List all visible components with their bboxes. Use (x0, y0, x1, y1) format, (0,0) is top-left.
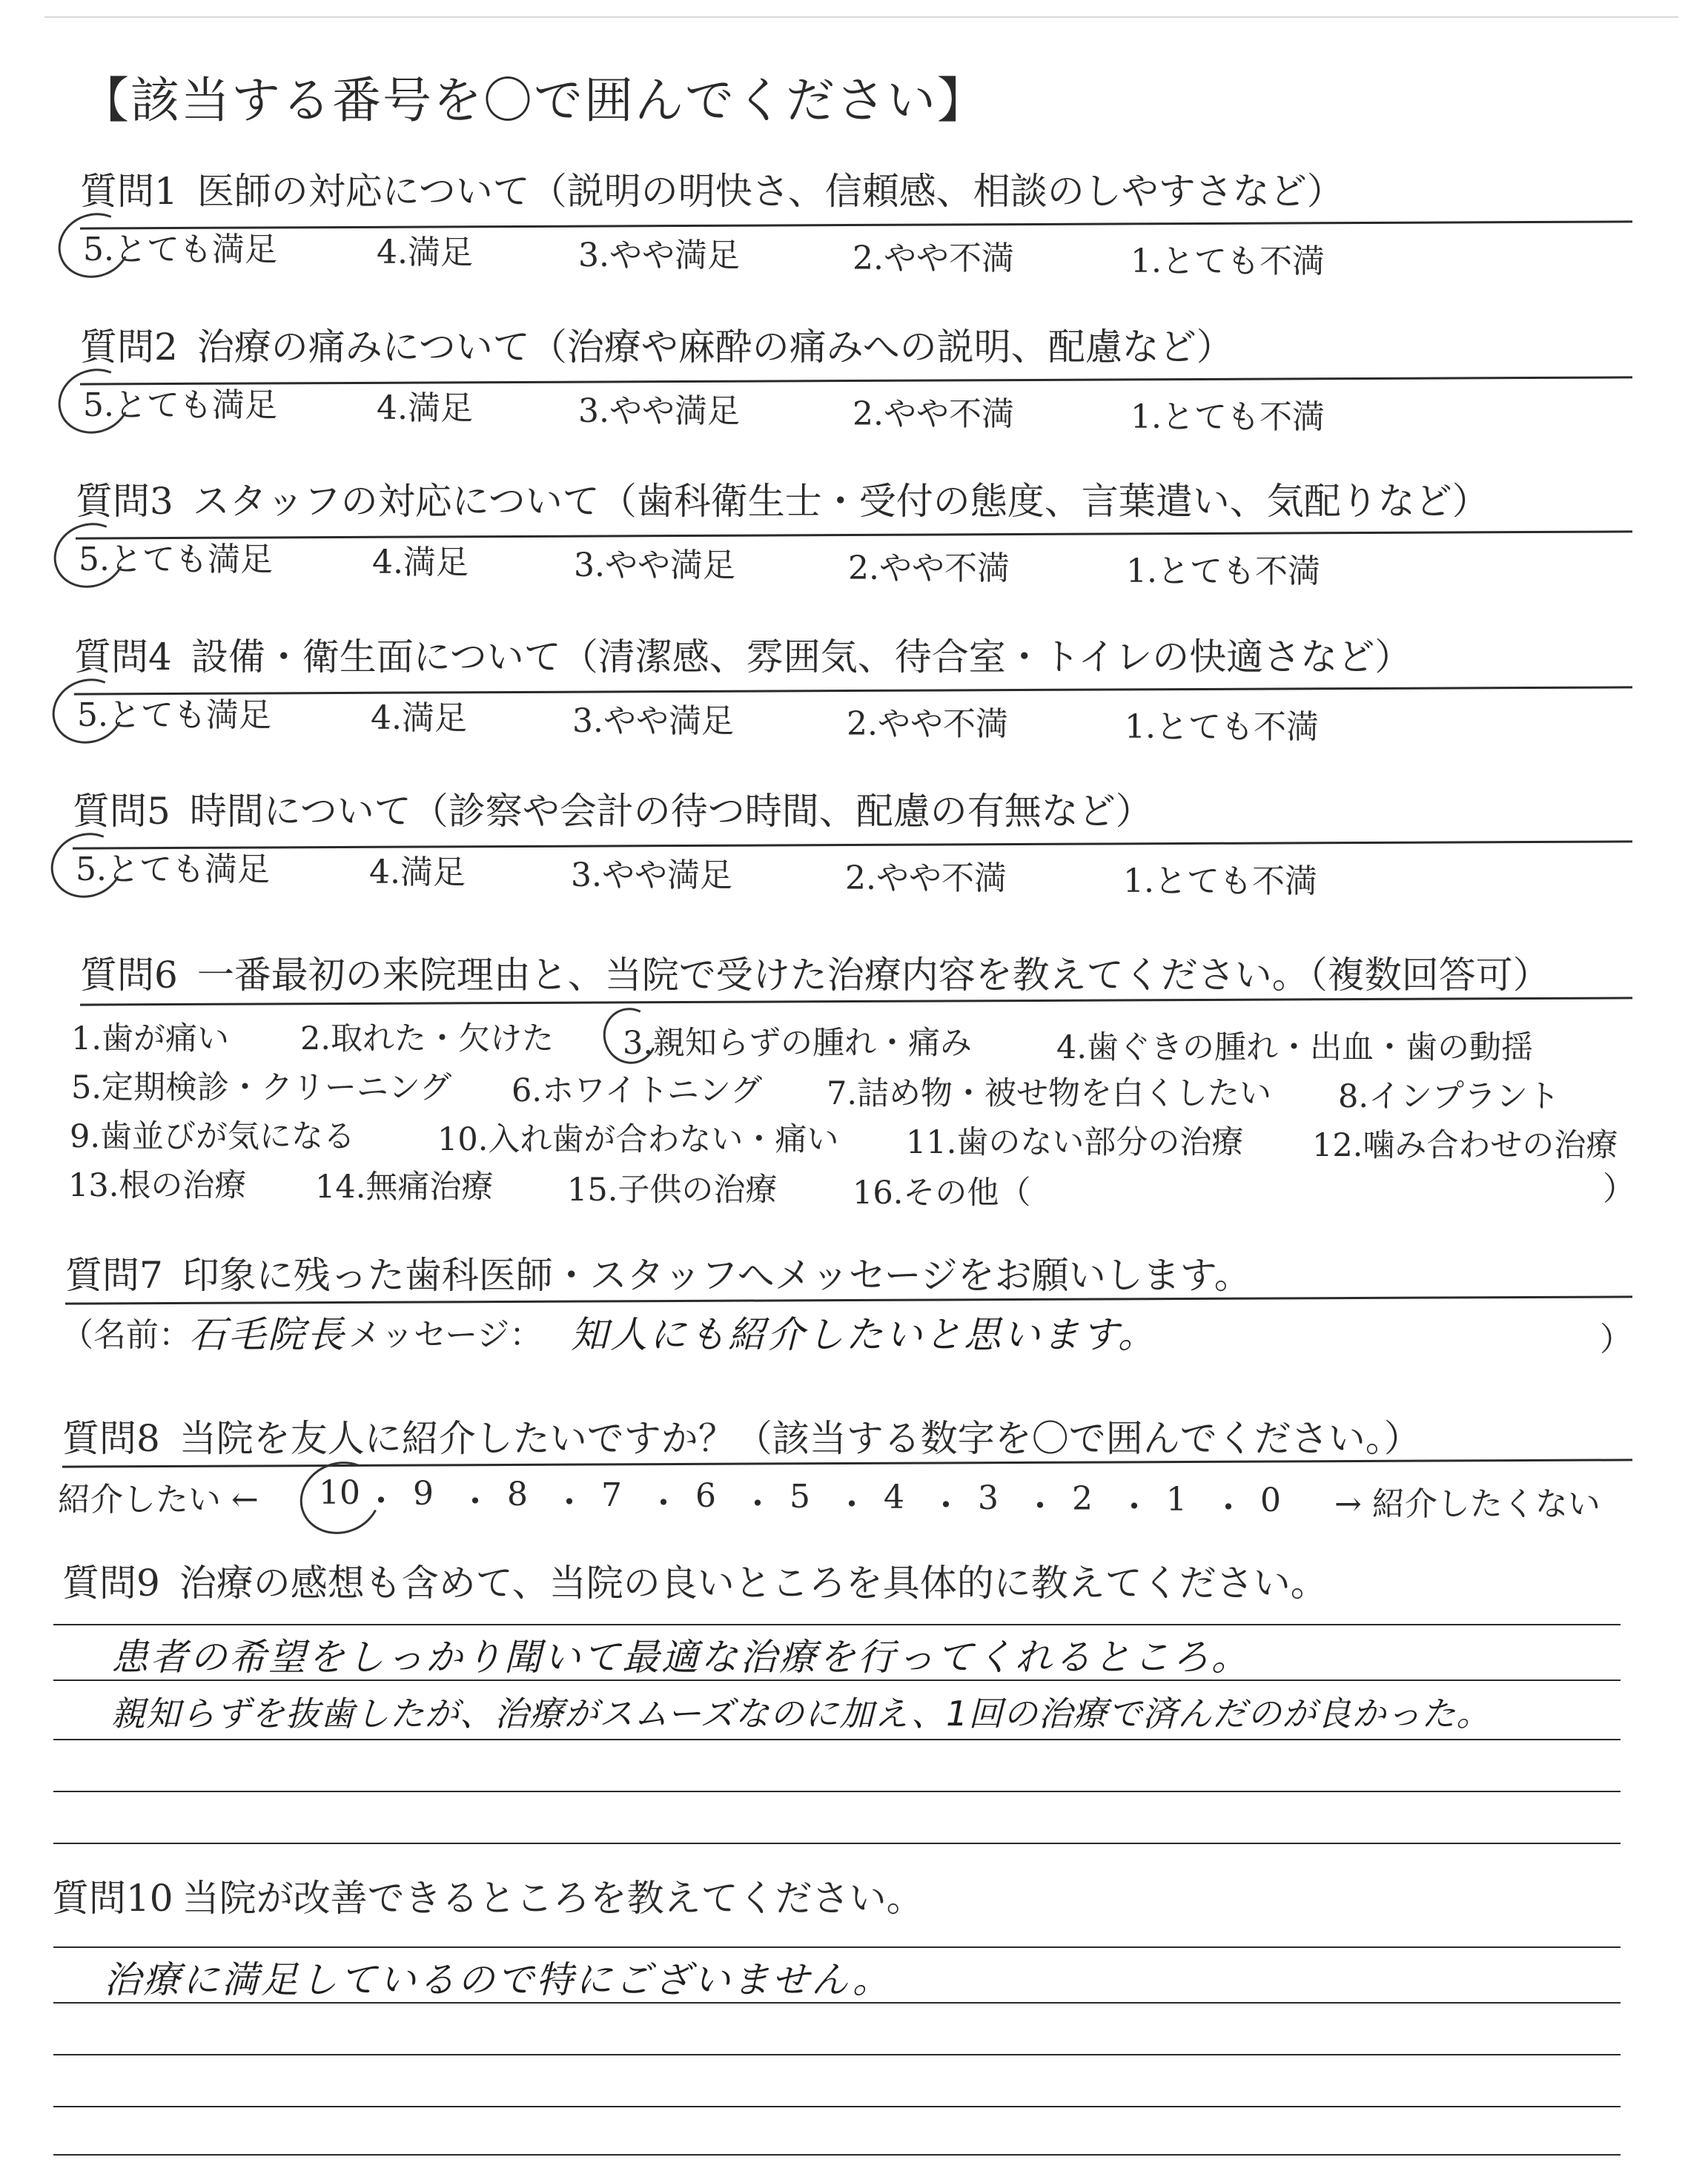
q5-option-2[interactable]: 2.やや不満 (845, 859, 1007, 897)
q5-option-5[interactable]: 5.とても満足 (76, 851, 270, 888)
q8-scale-3[interactable]: 3 (978, 1479, 999, 1517)
question-8-title: 質問8 当院を友人に紹介したいですか？（該当する数字を〇で囲んでください。） (62, 1417, 1421, 1460)
form-header: 【該当する番号を〇で囲んでください】 (80, 72, 987, 129)
q7-close-paren: ） (1600, 1321, 1632, 1358)
q8-scale-separator: ・ (459, 1483, 491, 1521)
q5-option-4[interactable]: 4.満足 (369, 853, 466, 891)
q5-option-1[interactable]: 1.とても不満 (1123, 862, 1317, 900)
question-4 (0, 627, 1708, 776)
q8-scale-5[interactable]: 5 (790, 1478, 810, 1516)
question-5 (0, 782, 1708, 930)
q3-option-1[interactable]: 1.とても不満 (1126, 552, 1320, 590)
q1-option-2[interactable]: 2.やや不満 (853, 240, 1014, 277)
q6-option-9[interactable]: 9.歯並びが気になる (70, 1118, 356, 1155)
q4-option-3[interactable]: 3.やや満足 (572, 702, 734, 740)
question-6 (0, 945, 1708, 1212)
q6-option-5[interactable]: 5.定期検診・クリーニング (71, 1069, 452, 1106)
q4-option-5[interactable]: 5.とても満足 (77, 696, 271, 734)
answer-line (53, 1791, 1621, 1792)
q7-message-label: メッセージ： (348, 1316, 543, 1354)
q6-option-15[interactable]: 15.子供の治療 (567, 1172, 778, 1209)
q3-option-2[interactable]: 2.やや不満 (848, 549, 1010, 587)
question-6-title: 質問6 一番最初の来院理由と、当院で受けた治療内容を教えてください。（複数回答可） (80, 954, 1550, 997)
q8-scale-6[interactable]: 6 (695, 1477, 716, 1515)
q6-option-3[interactable]: 3.親知らずの腫れ・痛み (623, 1025, 973, 1062)
selection-circle (44, 513, 135, 598)
question-3-rule (76, 530, 1632, 539)
q2-option-2[interactable]: 2.やや不満 (853, 395, 1014, 433)
question-1 (0, 162, 1708, 310)
q2-option-4[interactable]: 4.満足 (377, 389, 473, 427)
q6-close-paren: ） (1603, 1170, 1635, 1208)
q2-option-1[interactable]: 1.とても不満 (1131, 398, 1325, 436)
q8-right-label: → 紹介したくない (1334, 1485, 1601, 1523)
q2-option-5[interactable]: 5.とても満足 (83, 386, 277, 424)
question-1-title: 質問1 医師の対応について（説明の明快さ、信頼感、相談のしやすさなど） (80, 170, 1344, 213)
top-divider (44, 16, 1678, 18)
selection-circle (42, 823, 132, 908)
q9-answer-line-2[interactable]: 親知らずを抜歯したが、治療がスムーズなのに加え、1回の治療で済んだのが良かった。 (111, 1694, 1492, 1734)
answer-line (53, 2154, 1621, 2156)
q8-scale-separator: ・ (835, 1486, 868, 1524)
selection-circle (49, 359, 139, 443)
q3-option-3[interactable]: 3.やや満足 (574, 546, 735, 584)
q6-option-4[interactable]: 4.歯ぐきの腫れ・出血・歯の動揺 (1056, 1029, 1534, 1066)
q1-option-5[interactable]: 5.とても満足 (83, 231, 277, 268)
q8-scale-separator: ・ (1024, 1487, 1056, 1525)
q3-option-5[interactable]: 5.とても満足 (79, 541, 273, 578)
q6-option-1[interactable]: 1.歯が痛い (71, 1020, 230, 1057)
question-3 (0, 472, 1708, 620)
selection-circle (43, 669, 133, 753)
q4-option-2[interactable]: 2.やや不満 (847, 705, 1008, 743)
question-9-title: 質問9 治療の感想も含めて、当院の良いところを具体的に教えてください。 (62, 1562, 1328, 1605)
answer-line (53, 1843, 1621, 1844)
q6-option-8[interactable]: 8.インプラント (1338, 1078, 1560, 1115)
q8-left-label: 紹介したい ← (58, 1481, 259, 1519)
q8-scale-separator: ・ (647, 1484, 680, 1522)
q3-option-4[interactable]: 4.満足 (372, 544, 469, 581)
q7-name-value[interactable]: 石毛院長 (189, 1313, 346, 1356)
answer-line (53, 2054, 1621, 2055)
q1-option-1[interactable]: 1.とても不満 (1131, 242, 1325, 280)
q10-answer-line-1[interactable]: 治療に満足しているので特にございません。 (104, 1958, 892, 2001)
q8-scale-0[interactable]: 0 (1260, 1482, 1281, 1519)
q8-scale-separator: ・ (1118, 1488, 1151, 1526)
q8-scale-4[interactable]: 4 (884, 1479, 904, 1516)
q8-scale-separator: ・ (365, 1482, 397, 1520)
q4-option-4[interactable]: 4.満足 (371, 699, 467, 737)
q6-option-16[interactable]: 16.その他（ (853, 1175, 1031, 1212)
q8-scale-separator: ・ (1212, 1489, 1245, 1527)
answer-line (53, 1680, 1621, 1681)
answer-line (53, 2002, 1621, 2004)
q8-scale-separator: ・ (741, 1485, 774, 1523)
q1-option-3[interactable]: 3.やや満足 (578, 237, 740, 274)
answer-line (53, 1946, 1621, 1948)
q6-option-13[interactable]: 13.根の治療 (68, 1167, 247, 1204)
question-4-title: 質問4 設備・衛生面について（清潔感、雰囲気、待合室・トイレの快適さなど） (74, 635, 1412, 678)
q6-option-10[interactable]: 10.入れ歯が合わない・痛い (437, 1121, 839, 1158)
answer-line (53, 2106, 1621, 2107)
answer-line (53, 1624, 1621, 1625)
q2-option-3[interactable]: 3.やや満足 (578, 392, 740, 430)
q6-option-2[interactable]: 2.取れた・欠けた (300, 1020, 555, 1057)
question-3-title: 質問3 スタッフの対応について（歯科衛生士・受付の態度、言葉遣い、気配りなど） (76, 480, 1489, 523)
question-2 (0, 317, 1708, 466)
q6-option-12[interactable]: 12.噛み合わせの治療 (1312, 1127, 1618, 1164)
q8-scale-8[interactable]: 8 (507, 1476, 528, 1513)
q8-scale-1[interactable]: 1 (1166, 1481, 1187, 1519)
q5-option-3[interactable]: 3.やや満足 (571, 856, 732, 894)
question-2-rule (80, 376, 1632, 385)
answer-line (53, 1739, 1621, 1740)
q8-scale-7[interactable]: 7 (601, 1476, 622, 1514)
question-5-title: 質問5 時間について（診察や会計の待つ時間、配慮の有無など） (73, 790, 1153, 833)
q9-answer-line-1[interactable]: 患者の希望をしっかり聞いて最適な治療を行ってくれるところ。 (111, 1636, 1251, 1679)
question-8 (0, 1409, 1708, 1527)
question-2-title: 質問2 治療の痛みについて（治療や麻酔の痛みへの説明、配慮など） (80, 326, 1234, 369)
q6-option-11[interactable]: 11.歯のない部分の治療 (906, 1124, 1244, 1161)
q8-scale-10[interactable]: 10 (319, 1474, 360, 1512)
q8-scale-separator: ・ (930, 1487, 962, 1525)
question-5-rule (73, 840, 1632, 849)
q8-scale-9[interactable]: 9 (413, 1475, 434, 1513)
question-4-rule (74, 686, 1632, 695)
q4-option-1[interactable]: 1.とても不満 (1125, 708, 1319, 746)
question-7 (0, 1246, 1708, 1364)
question-1-rule (80, 220, 1632, 229)
q6-option-7[interactable]: 7.詰め物・被せ物を白くしたい (827, 1075, 1272, 1112)
question-10-title: 質問10 当院が改善できるところを教えてください。 (52, 1877, 924, 1920)
question-7-title: 質問7 印象に残った歯科医師・スタッフへメッセージをお願いします。 (65, 1254, 1251, 1297)
question-9 (0, 1553, 1708, 1850)
q7-name-label: （名前： (61, 1316, 191, 1354)
q7-message-value[interactable]: 知人にも紹介したいと思います。 (571, 1313, 1157, 1356)
q6-option-14[interactable]: 14.無痛治療 (315, 1169, 494, 1206)
q1-option-4[interactable]: 4.満足 (377, 234, 473, 271)
q8-scale-separator: ・ (553, 1484, 586, 1522)
selection-circle (49, 203, 139, 288)
q6-option-6[interactable]: 6.ホワイトニング (512, 1072, 763, 1109)
q8-scale-2[interactable]: 2 (1072, 1480, 1093, 1518)
question-10 (0, 1869, 1708, 2158)
